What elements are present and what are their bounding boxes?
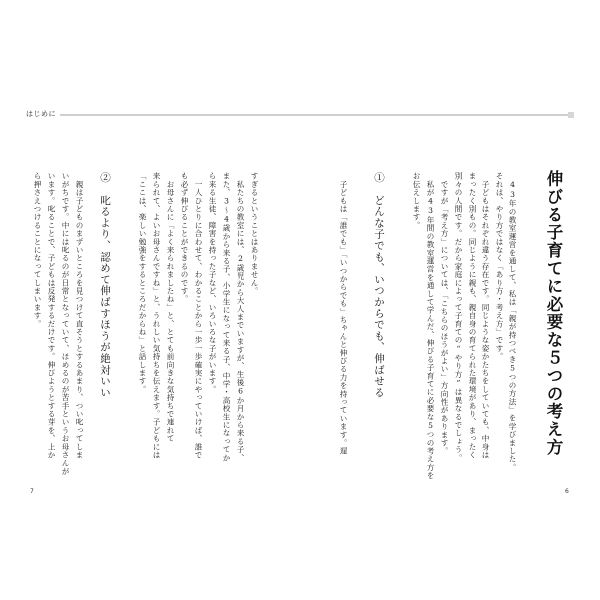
left-page-line: 「ここは、楽しい勉強をするところだからね」と話します。: [138, 172, 147, 394]
left-page-line: も必ず伸びることができるのです。: [180, 172, 189, 304]
left-page-line: 私たちの教室には、2歳児から大人までいますが、生後6か月から来る子、: [236, 172, 245, 462]
section-rule-end: [568, 112, 574, 118]
subheading-1: ① どんな子でも、いつからでも、伸ばせる: [373, 172, 385, 398]
right-page-line: 子どもは「誰でも」「いつからでも」ちゃんと伸びる力を持っています。遅: [339, 172, 348, 456]
right-page-line: それは、やり方ではなく「あり方・考え方」です。: [495, 172, 504, 361]
section-header-bar: [26, 110, 574, 118]
page-number-right: 6: [565, 488, 569, 495]
right-page-line: 子どもはそれぞれ違う存在です。同じような姿かたちをしていても、中身は: [481, 172, 490, 459]
right-page-line: まったく別もの。同じように親も、親自身の育てられた環境があり、まったく: [468, 172, 477, 459]
right-page-line: 43年の教室運営を通して、私は「親が持つべき5つの方法」を学びました。: [508, 172, 517, 472]
left-page-line: 一人ひとりに合わせて、わかることから一歩一歩確実にやっていけば、誰で: [194, 172, 203, 459]
right-page-line: 別々の人間です。だから家庭によって子育ての“やり方”は異なるでしょう。: [454, 172, 463, 462]
right-page-line: ですが「考え方」については、「こちらのほうがよい」方向性があります。: [440, 172, 449, 456]
left-page-line: いがちです。中には叱るのが日常となっていて、ほめるのが苦手というお母さんが: [61, 172, 70, 476]
subheading-2: ② 叱るより、認めて伸ばすほうが絶対いい: [99, 172, 111, 398]
right-page-line: お伝えします。: [412, 172, 421, 230]
left-page-line: お母さんに「よく来られましたね」と、とても前向きな気持ちで連れて: [166, 172, 175, 443]
left-page-line: すぎるということはありません。: [250, 172, 259, 295]
section-rule: [26, 114, 574, 116]
section-label: はじめに: [26, 110, 60, 118]
left-page-line: 来られて、よいお母さんですね」と、うれしい気持ちを伝えます。子どもには: [152, 172, 161, 459]
left-page-line: います。叱ることで、子どもは反発するだけです。伸びようとする芽を、上か: [47, 172, 56, 459]
left-page-line: 親は子どものまずいところを見つけて直そうとするあまり、つい叱ってしま: [75, 172, 84, 459]
page-number-left: 7: [30, 488, 34, 495]
left-page-line: ら来る生徒、障害を持った子など、いろいろな子がいます。: [208, 172, 217, 394]
left-page-line: ら押さえつけることになってしまいます。: [33, 172, 42, 328]
chapter-title: 伸びる子育てに必要な５つの考え方: [544, 170, 563, 457]
left-page-line: また、3～4歳から来る子、小学生になって来る子、中学・高校生になってか: [222, 172, 231, 462]
right-page-line: 私が43年間の教室運営を通して学んだ、伸びる子育てに必要な5つの考え方を: [426, 172, 435, 480]
